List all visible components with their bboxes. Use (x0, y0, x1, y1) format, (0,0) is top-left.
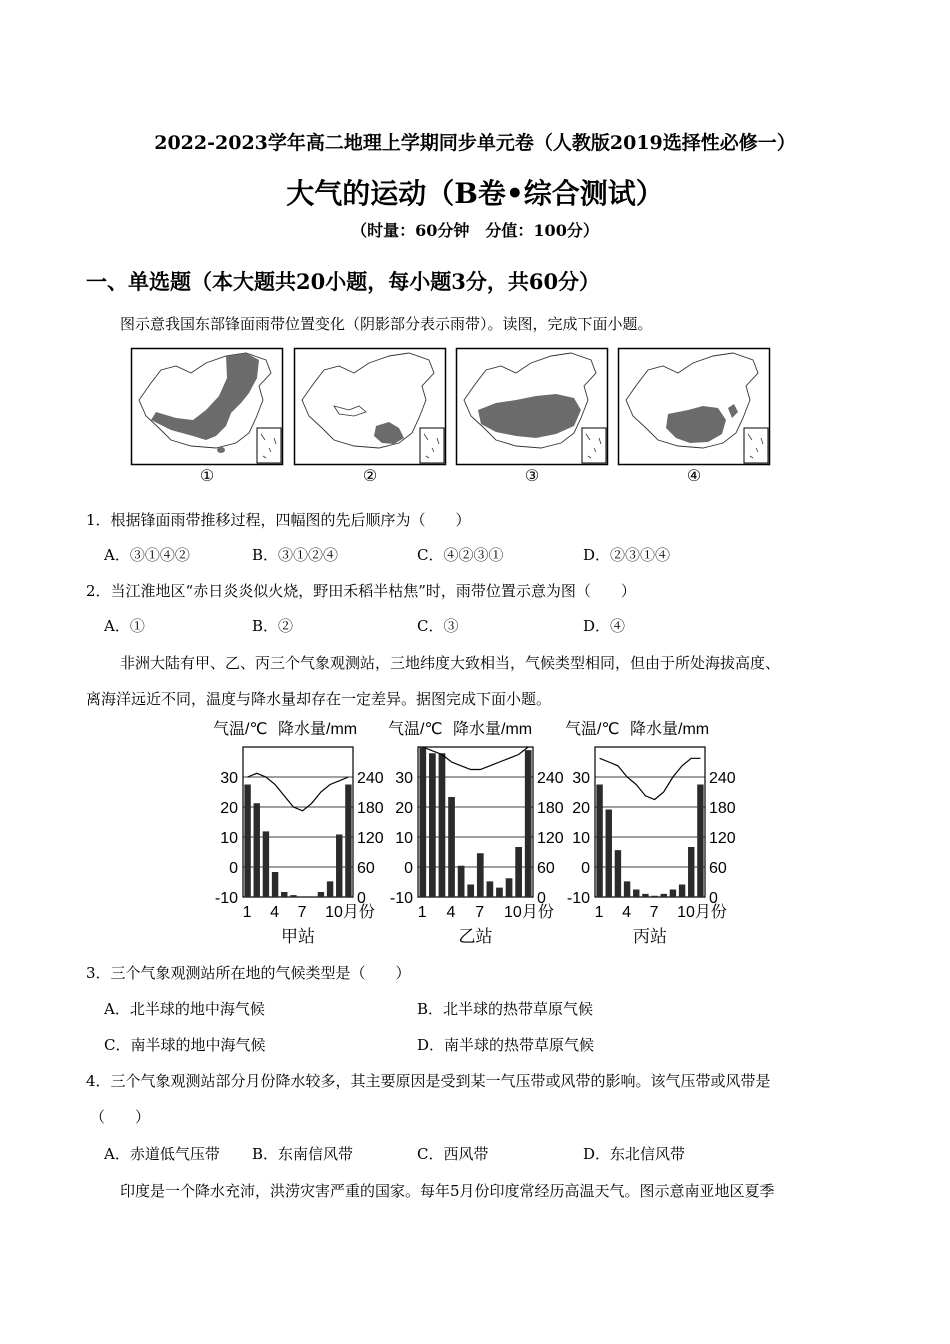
y-tick-label-precip: 240 (709, 770, 736, 787)
china-map-4 (618, 348, 770, 465)
precip-bar (467, 885, 474, 898)
y-tick-label-precip: 0 (537, 890, 546, 907)
precip-bar (515, 847, 522, 897)
precip-bar (254, 803, 260, 897)
x-tick-label: 1 (417, 904, 427, 921)
y-tick-label-precip: 180 (537, 800, 564, 817)
precip-bar (458, 866, 465, 897)
y-tick-label-precip: 180 (357, 800, 384, 817)
y-tick-label-temp: 30 (572, 770, 590, 787)
question-1-option-a[interactable]: A．③①④② (104, 546, 190, 564)
question-4-stem: 4．三个气象观测站部分月份降水较多，其主要原因是受到某一气压带或风带的影响。该气压带或风带是 (86, 1072, 771, 1090)
y-tick-label-temp: 20 (572, 800, 590, 817)
precip-bar (651, 896, 657, 897)
precip-bar (272, 872, 278, 897)
map-label-1: ① (199, 466, 215, 485)
question-4-option-c[interactable]: C．西风带 (417, 1145, 489, 1163)
exam-series-title: 2022-2023学年高二地理上学期同步单元卷（人教版2019选择性必修一） (154, 132, 796, 154)
precip-bar (525, 750, 532, 897)
china-map-2 (294, 348, 446, 465)
y-tick-label-precip: 120 (357, 830, 384, 847)
y-tick-label-precip: 0 (709, 890, 718, 907)
precip-bar (688, 847, 694, 897)
x-tick-label: 4 (446, 904, 456, 921)
y-tick-label-temp: 10 (220, 830, 238, 847)
question-3-option-b[interactable]: B．北半球的热带草原气候 (417, 1000, 594, 1018)
precip-bar (615, 850, 621, 897)
precip-bar (419, 747, 426, 897)
x-tick-label: 4 (622, 904, 631, 921)
y-tick-label-precip: 60 (709, 860, 727, 877)
precip-bar (624, 881, 630, 897)
y-tick-label-temp: -10 (566, 890, 590, 907)
y-tick-label-temp: 30 (220, 770, 238, 787)
question-3-option-c[interactable]: C．南半球的地中海气候 (104, 1036, 266, 1054)
y-tick-label-temp: 20 (395, 800, 413, 817)
x-tick-label: 7 (297, 904, 307, 921)
y-tick-label-temp: 10 (572, 830, 590, 847)
group3-intro: 印度是一个降水充沛，洪涝灾害严重的国家。每年5月份印度常经历高温天气。图示意南亚地区夏季 (120, 1182, 775, 1200)
question-1-option-b[interactable]: B．③①②④ (252, 546, 339, 564)
precip-bar (661, 894, 667, 897)
x-tick-label: 1 (242, 904, 252, 921)
y-tick-label-precip: 60 (357, 860, 375, 877)
question-3-stem: 3．三个气象观测站所在地的气候类型是（ ） (86, 964, 411, 982)
question-2-option-d[interactable]: D．④ (583, 617, 626, 635)
x-tick-label: 7 (649, 904, 659, 921)
y-tick-label-temp: 0 (581, 860, 590, 877)
chart-title: 甲站 (281, 927, 315, 946)
question-2-stem: 2．当江淮地区“赤日炎炎似火烧，野田禾稻半枯焦”时，雨带位置示意为图（ ） (86, 582, 636, 600)
map-label-2: ② (362, 466, 378, 485)
precip-bar (633, 890, 639, 898)
question-4-stem-cont: （ ） (90, 1108, 151, 1126)
y-tick-label-precip: 240 (357, 770, 384, 787)
y-axis-label-temp: 气温/℃ (565, 721, 620, 738)
y-tick-label-temp: 20 (220, 800, 238, 817)
precip-bar (345, 785, 351, 898)
question-4-option-a[interactable]: A．赤道低气压带 (104, 1145, 220, 1163)
y-tick-label-temp: -10 (389, 890, 413, 907)
question-1-option-d[interactable]: D．②③①④ (583, 546, 671, 564)
temperature-line (248, 773, 349, 811)
question-2-option-a[interactable]: A．① (104, 617, 145, 635)
question-4-option-b[interactable]: B．东南信风带 (252, 1145, 354, 1163)
precip-bar (281, 892, 287, 897)
y-tick-label-precip: 60 (537, 860, 555, 877)
question-3-option-a[interactable]: A．北半球的地中海气候 (104, 1000, 265, 1018)
question-4-option-d[interactable]: D．东北信风带 (583, 1145, 686, 1163)
x-tick-label: 10月份 (504, 904, 554, 921)
chart-title: 丙站 (633, 927, 667, 946)
temperature-line (600, 758, 701, 799)
y-tick-label-temp: -10 (214, 890, 238, 907)
precip-bar (429, 753, 436, 897)
y-tick-label-precip: 240 (537, 770, 564, 787)
climate-chart-yi (380, 712, 570, 952)
y-tick-label-temp: 10 (395, 830, 413, 847)
question-2-option-b[interactable]: B．② (252, 617, 294, 635)
x-tick-label: 10月份 (677, 904, 727, 921)
exam-meta: （时量：60分钟 分值：100分） (351, 221, 599, 240)
page-title: 大气的运动（B卷•综合测试） (286, 177, 664, 210)
x-tick-label: 10月份 (325, 904, 375, 921)
y-tick-label-precip: 180 (709, 800, 736, 817)
y-tick-label-temp: 0 (229, 860, 238, 877)
precip-bar (309, 896, 315, 897)
precip-bar (477, 853, 484, 897)
y-axis-label-temp: 气温/℃ (213, 721, 268, 738)
precip-bar (697, 785, 703, 898)
precip-bar (496, 888, 503, 897)
china-map-1 (131, 348, 283, 465)
precip-bar (670, 890, 676, 898)
precip-bar (596, 785, 602, 898)
y-tick-label-precip: 120 (709, 830, 736, 847)
group1-intro: 图示意我国东部锋面雨带位置变化（阴影部分表示雨带）。读图，完成下面小题。 (120, 315, 653, 333)
precip-bar (263, 831, 269, 897)
y-axis-label-temp: 气温/℃ (388, 721, 443, 738)
y-axis-label-precip: 降水量/mm (630, 721, 710, 738)
precip-bar (642, 894, 648, 897)
precip-bar (487, 881, 494, 897)
china-map-3 (456, 348, 608, 465)
precip-bar (290, 895, 296, 897)
precip-bar (318, 892, 324, 897)
chart-title: 乙站 (458, 927, 493, 946)
y-tick-label-precip: 120 (537, 830, 564, 847)
precip-bar (439, 753, 446, 897)
x-tick-label: 1 (594, 904, 604, 921)
precip-bar (448, 797, 455, 897)
map-label-3: ③ (524, 466, 540, 485)
y-axis-label-precip: 降水量/mm (278, 721, 358, 738)
y-tick-label-temp: 0 (404, 860, 413, 877)
question-3-option-d[interactable]: D．南半球的热带草原气候 (417, 1036, 595, 1054)
precip-bar (327, 881, 333, 897)
group2-intro-line2: 离海洋远近不同，温度与降水量却存在一定差异。据图完成下面小题。 (86, 690, 552, 708)
y-tick-label-temp: 30 (395, 770, 413, 787)
x-tick-label: 7 (475, 904, 485, 921)
precip-bar (506, 878, 513, 897)
section-heading: 一、单选题（本大题共20小题，每小题3分，共60分） (86, 269, 601, 294)
y-axis-label-precip: 降水量/mm (453, 721, 533, 738)
climate-chart-jia (205, 712, 384, 952)
question-2-option-c[interactable]: C．③ (417, 617, 459, 635)
precip-bar (336, 835, 342, 898)
question-1-option-c[interactable]: C．④②③① (417, 546, 504, 564)
x-tick-label: 4 (270, 904, 279, 921)
question-1-stem: 1．根据锋面雨带推移过程，四幅图的先后顺序为（ ） (86, 511, 471, 529)
climate-chart-bing (565, 712, 745, 952)
precip-bar (679, 885, 685, 898)
map-label-4: ④ (686, 466, 702, 485)
precip-bar (244, 785, 250, 898)
precip-bar (606, 810, 612, 898)
y-tick-label-precip: 0 (357, 890, 366, 907)
group2-intro-line1: 非洲大陆有甲、乙、丙三个气象观测站，三地纬度大致相当，气候类型相同，但由于所处海拔高度、 (120, 654, 781, 672)
